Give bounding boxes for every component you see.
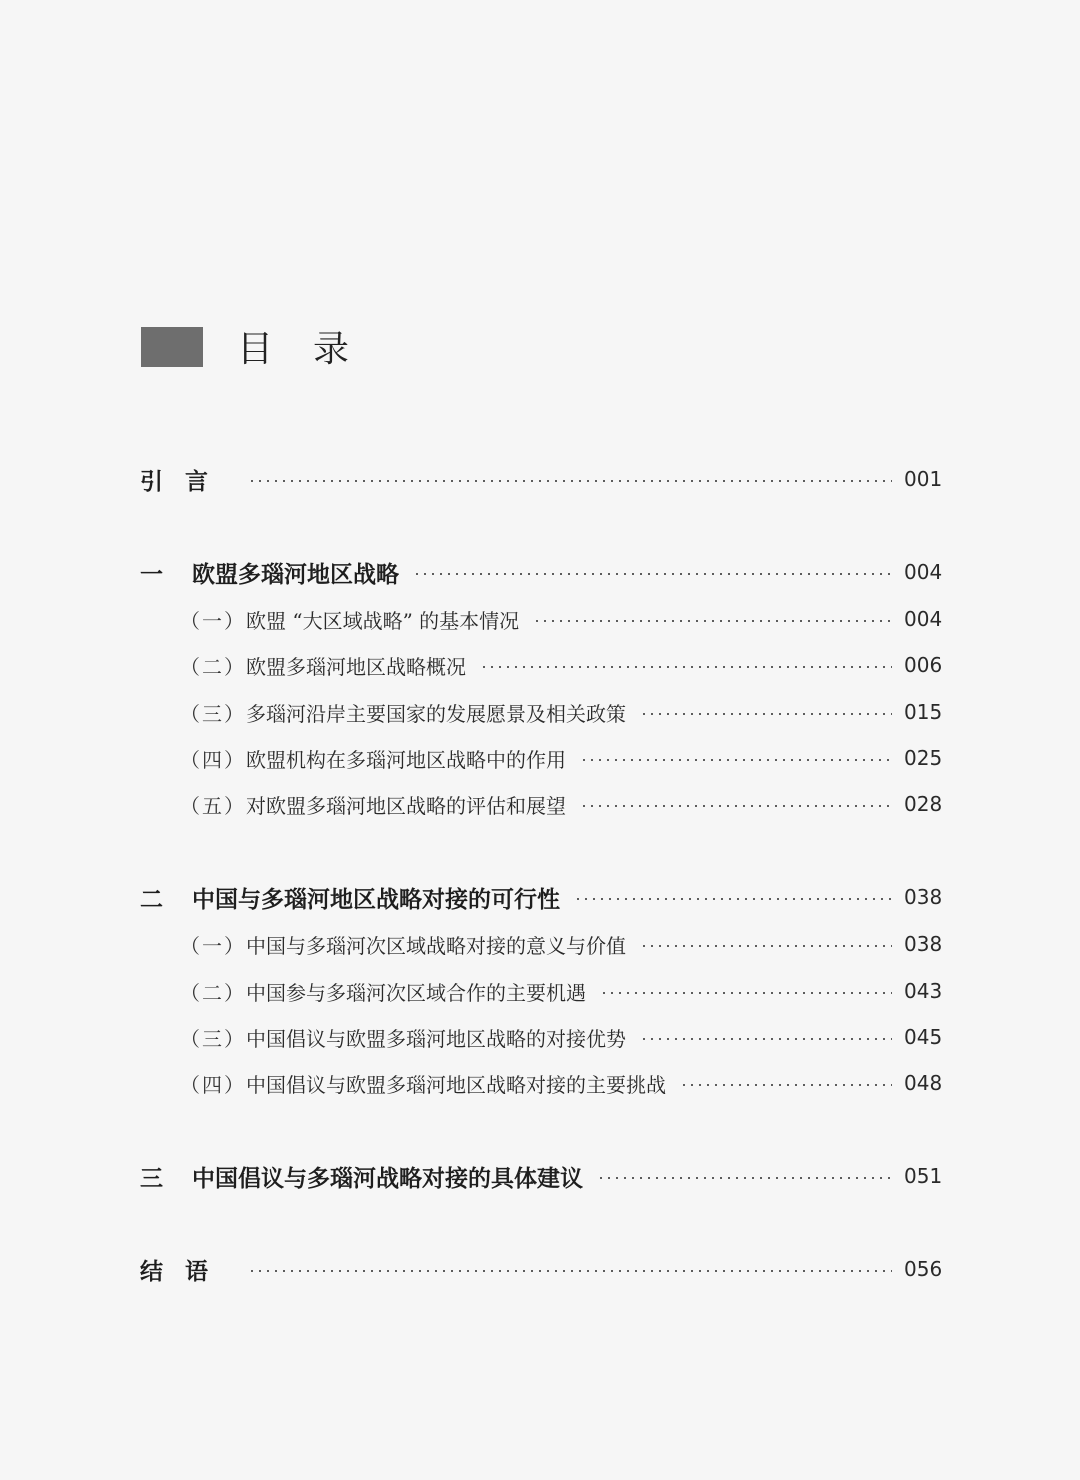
toc-page-number: 001: [904, 467, 943, 491]
toc-entry-1-4[interactable]: [180, 741, 942, 775]
section-title: 多瑙河沿岸主要国家的发展愿景及相关政策: [246, 701, 626, 726]
section-number: （四）: [180, 1072, 246, 1097]
toc-entry-chapter-2[interactable]: [140, 880, 942, 914]
toc-entry-conclusion[interactable]: [140, 1252, 942, 1286]
section-number: （二）: [180, 980, 246, 1005]
toc-entry-label: 结语: [140, 1257, 230, 1285]
toc-page-number: 004: [904, 607, 943, 631]
toc-entry-1-1[interactable]: [180, 602, 942, 636]
chapter-title: 中国倡议与多瑙河战略对接的具体建议: [192, 1164, 583, 1192]
section-number: （四）: [180, 747, 246, 772]
toc-page-number: 015: [904, 700, 943, 724]
dot-leader: [640, 713, 892, 715]
dot-leader: [600, 992, 892, 994]
toc-page-number: 025: [904, 746, 943, 770]
section-title: 欧盟机构在多瑙河地区战略中的作用: [246, 747, 566, 772]
page-title: 目录: [237, 329, 390, 370]
chapter-number: 一: [140, 560, 163, 588]
dot-leader: [597, 1177, 892, 1179]
section-number: （三）: [180, 701, 246, 726]
dot-leader: [480, 666, 892, 668]
toc-entry-1-3[interactable]: [180, 695, 942, 729]
toc-page-number: 043: [904, 979, 943, 1003]
section-number: （一）: [180, 608, 246, 633]
dot-leader: [680, 1084, 892, 1086]
dot-leader: [580, 759, 892, 761]
chapter-number: 三: [140, 1164, 163, 1192]
toc-page-number: 038: [904, 885, 943, 909]
section-number: （二）: [180, 654, 246, 679]
toc-entry-chapter-3[interactable]: [140, 1159, 942, 1193]
toc-entry-1-5[interactable]: [180, 787, 942, 821]
section-title: 中国倡议与欧盟多瑙河地区战略的对接优势: [246, 1026, 626, 1051]
dot-leader: [413, 573, 892, 575]
toc-entry-label: 引言: [140, 467, 230, 495]
toc-page-number: 056: [904, 1257, 943, 1281]
toc-page-number: 006: [904, 653, 943, 677]
chapter-title: 欧盟多瑙河地区战略: [192, 560, 399, 588]
toc-page-number: 051: [904, 1164, 943, 1188]
toc-entry-2-1[interactable]: [180, 927, 942, 961]
section-title: 欧盟 “大区域战略” 的基本情况: [246, 608, 520, 633]
dot-leader: [640, 945, 892, 947]
section-title: 中国倡议与欧盟多瑙河地区战略对接的主要挑战: [246, 1072, 666, 1097]
section-title: 中国与多瑙河次区域战略对接的意义与价值: [246, 933, 626, 958]
toc-page-number: 038: [904, 932, 943, 956]
toc-page-number: 045: [904, 1025, 943, 1049]
toc-entry-2-4[interactable]: [180, 1066, 942, 1100]
toc-page-number: 004: [904, 560, 943, 584]
section-title: 中国参与多瑙河次区域合作的主要机遇: [246, 980, 586, 1005]
page-title-block: [141, 325, 389, 368]
toc-page-number: 048: [904, 1071, 943, 1095]
toc-page-number: 028: [904, 792, 943, 816]
dot-leader: [248, 480, 892, 482]
toc-entry-chapter-1[interactable]: [140, 555, 942, 589]
toc-entry-2-3[interactable]: [180, 1020, 942, 1054]
title-marker: [141, 327, 203, 367]
dot-leader: [248, 1270, 892, 1272]
dot-leader: [533, 620, 892, 622]
chapter-number: 二: [140, 885, 163, 913]
toc-entry-2-2[interactable]: [180, 974, 942, 1008]
section-number: （五）: [180, 793, 246, 818]
section-number: （一）: [180, 933, 246, 958]
toc-entry-1-2[interactable]: [180, 648, 942, 682]
chapter-title: 中国与多瑙河地区战略对接的可行性: [192, 885, 560, 913]
dot-leader: [580, 805, 892, 807]
dot-leader: [640, 1038, 892, 1040]
section-title: 欧盟多瑙河地区战略概况: [246, 654, 466, 679]
toc-entry-intro[interactable]: [140, 462, 942, 496]
section-number: （三）: [180, 1026, 246, 1051]
section-title: 对欧盟多瑙河地区战略的评估和展望: [246, 793, 566, 818]
dot-leader: [574, 898, 892, 900]
